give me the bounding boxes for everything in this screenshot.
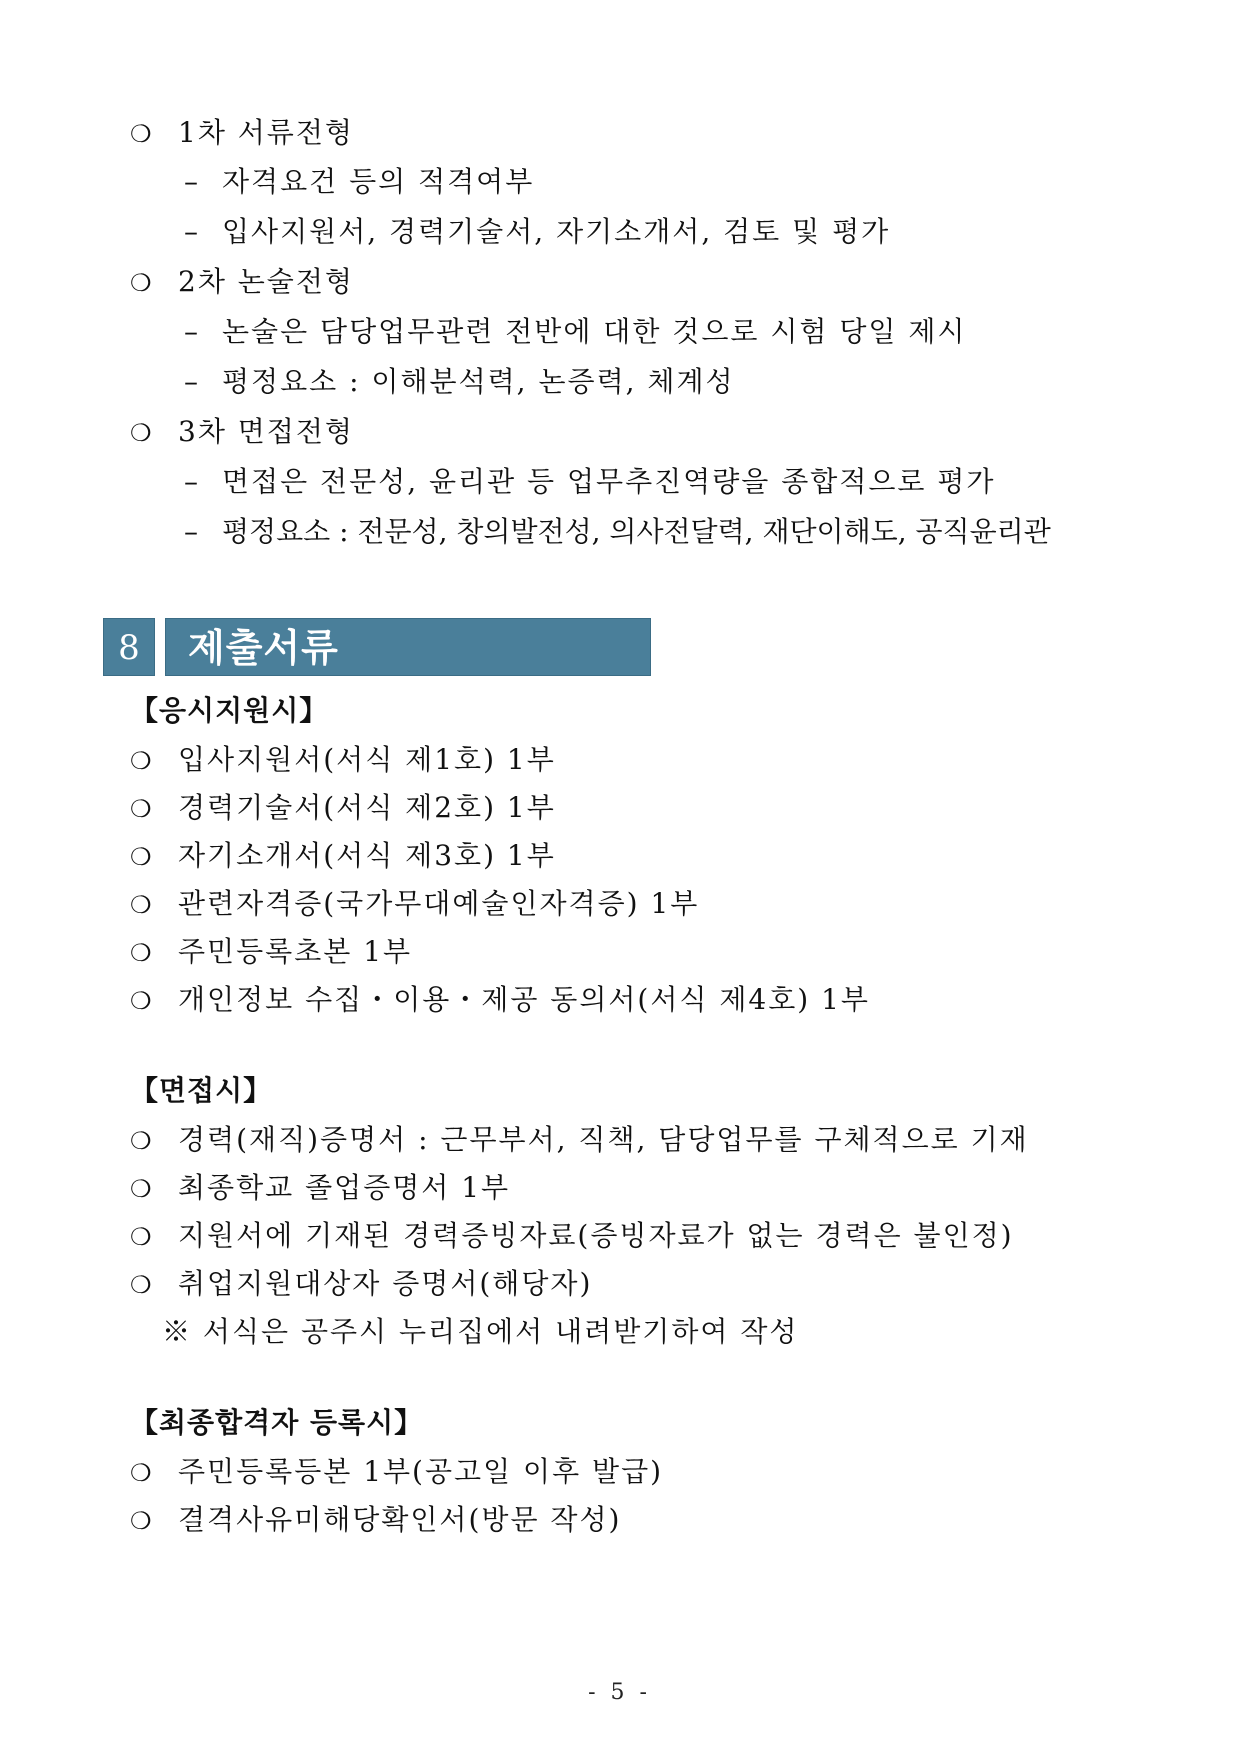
circle-bullet-icon: ❍ — [130, 747, 154, 775]
circle-bullet-icon: ❍ — [130, 843, 154, 871]
list-item: ❍ 개인정보 수집・이용・제공 동의서(서식 제4호) 1부 — [130, 982, 870, 1019]
circle-bullet-icon: ❍ — [130, 1459, 154, 1487]
stage1-title-line — [130, 115, 354, 152]
list-item: ❍ 경력(재직)증명서 : 근무부서, 직책, 담당업무를 구체적으로 기재 — [130, 1122, 1029, 1159]
section-title: 제출서류 — [165, 618, 651, 676]
circle-bullet-icon: ❍ — [130, 987, 154, 1015]
list-item: ❍ 관련자격증(국가무대예술인자격증) 1부 — [130, 886, 699, 923]
final-heading: 【최종합격자 등록시】 — [130, 1406, 424, 1439]
interview-heading: 【면접시】 — [130, 1074, 273, 1107]
stage2-title: 2차 논술전형 — [178, 265, 354, 298]
circle-bullet-icon: ❍ — [130, 795, 154, 823]
circle-bullet-icon: ❍ — [130, 939, 154, 967]
stage1-title: 1차 서류전형 — [178, 116, 354, 149]
list-item: ❍ 주민등록초본 1부 — [130, 934, 412, 971]
stage2-title-line — [130, 264, 354, 301]
circle-bullet-icon: ❍ — [130, 1223, 154, 1251]
stage3-item: – 면접은 전문성, 윤리관 등 업무추진역량을 종합적으로 평가 — [184, 465, 996, 498]
list-item: ❍ 주민등록등본 1부(공고일 이후 발급) — [130, 1454, 663, 1491]
stage3-item: – 평정요소 : 전문성, 창의발전성, 의사전달력, 재단이해도, 공직윤리관 — [184, 515, 1051, 548]
dash-bullet: – — [184, 515, 198, 548]
dash-bullet: – — [184, 215, 200, 248]
list-item: ❍ 경력기술서(서식 제2호) 1부 — [130, 790, 556, 827]
list-item: ❍ 지원서에 기재된 경력증빙자료(증빙자료가 없는 경력은 불인정) — [130, 1218, 1014, 1255]
application-heading: 【응시지원시】 — [130, 694, 329, 727]
circle-bullet-icon: ❍ — [130, 269, 154, 297]
section-header — [103, 618, 651, 676]
circle-bullet-icon: ❍ — [130, 120, 154, 148]
circle-bullet-icon: ❍ — [130, 419, 154, 447]
circle-bullet-icon: ❍ — [130, 1271, 154, 1299]
list-item: ❍ 자기소개서(서식 제3호) 1부 — [130, 838, 556, 875]
dash-bullet: – — [184, 165, 200, 198]
dash-bullet: – — [184, 315, 200, 348]
dash-bullet: – — [184, 465, 200, 498]
stage1-item: – 자격요건 등의 적격여부 — [184, 165, 535, 198]
stage2-item: – 평정요소 : 이해분석력, 논증력, 체계성 — [184, 365, 735, 398]
circle-bullet-icon: ❍ — [130, 1507, 154, 1535]
list-item: ❍ 결격사유미해당확인서(방문 작성) — [130, 1502, 621, 1539]
list-item: ❍ 최종학교 졸업증명서 1부 — [130, 1170, 510, 1207]
page-number: - 5 - — [588, 1680, 651, 1705]
stage3-title: 3차 면접전형 — [178, 415, 354, 448]
section-number: 8 — [103, 618, 155, 676]
stage2-item: – 논술은 담당업무관련 전반에 대한 것으로 시험 당일 제시 — [184, 315, 967, 348]
stage1-item: – 입사지원서, 경력기술서, 자기소개서, 검토 및 평가 — [184, 215, 891, 248]
note: ※ 서식은 공주시 누리집에서 내려받기하여 작성 — [162, 1315, 799, 1348]
circle-bullet-icon: ❍ — [130, 891, 154, 919]
stage3-title-line — [130, 414, 354, 451]
circle-bullet-icon: ❍ — [130, 1175, 154, 1203]
list-item: ❍ 입사지원서(서식 제1호) 1부 — [130, 742, 556, 779]
circle-bullet-icon: ❍ — [130, 1127, 154, 1155]
list-item: ❍ 취업지원대상자 증명서(해당자) — [130, 1266, 592, 1303]
dash-bullet: – — [184, 365, 200, 398]
